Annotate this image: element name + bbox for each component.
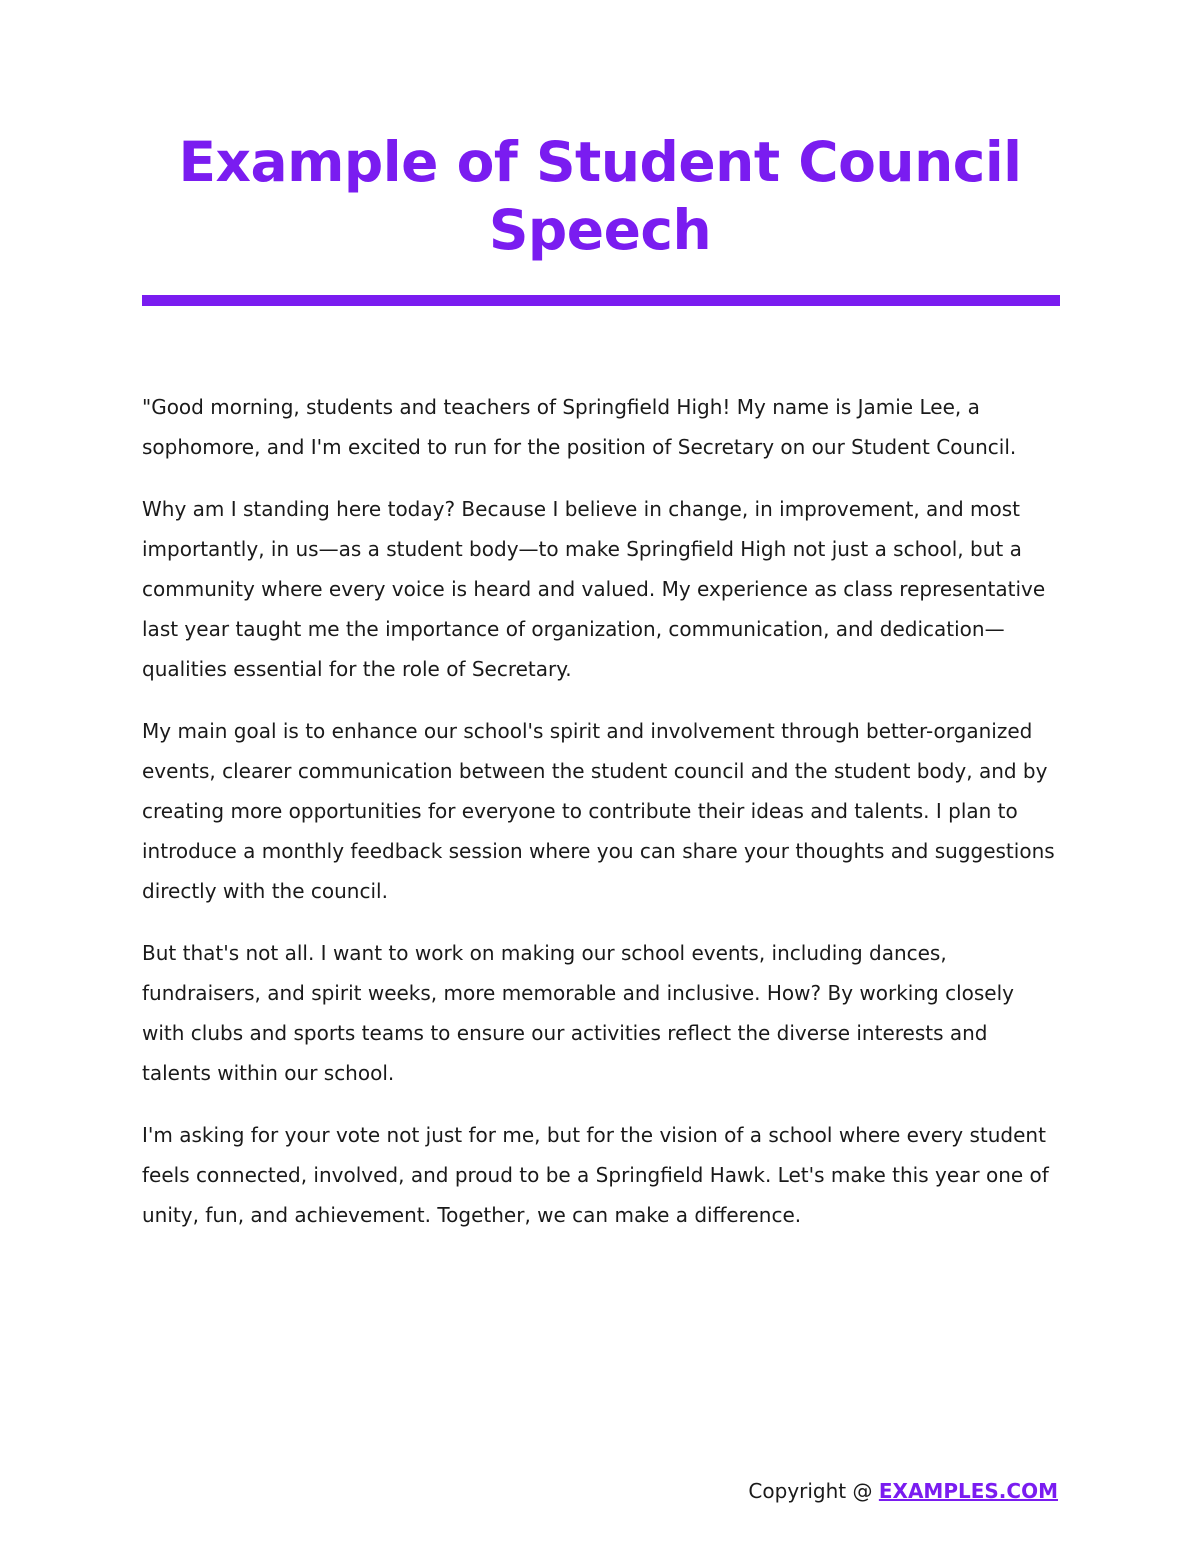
speech-paragraph-4: But that's not all. I want to work on making our school events, including dances, fundraisers, and spirit weeks, more memorable and inclusive. How? By working closely with clubs and sports teams to ensure our activities reflect the diverse interests and talents within our school. [142,941,1014,1085]
speech-body [142,387,1060,1257]
speech-paragraph-1: "Good morning, students and teachers of Springfield High! My name is Jamie Lee, a sophomore, and I'm excited to run for the position of Secretary on our Student Council. [142,395,1017,459]
copyright-label: Copyright @ [748,1479,879,1503]
copyright-footer [748,1476,1058,1506]
page-title [100,128,1100,264]
page-title-line-1: Example of Student Council [178,130,1022,194]
speech-paragraph-3: My main goal is to enhance our school's spirit and involvement through better-organized events, clearer communication between the student council and the student body, and by creating more opportunities for everyone to contribute their ideas and talents. I plan to introduce a monthly feedback session where you can share your thoughts and suggestions directly with the council. [142,719,1055,903]
speech-paragraph-2: Why am I standing here today? Because I believe in change, in improvement, and most importantly, in us—as a student body—to make Springfield High not just a school, but a community where every voice is heard and valued. My experience as class representative last year taught me the importance of organization, communication, and dedication—qualities essential for the role of Secretary. [142,497,1046,681]
examples-com-link[interactable]: EXAMPLES.COM [878,1479,1058,1503]
page-title-line-2: Speech [488,198,712,262]
speech-paragraph-5: I'm asking for your vote not just for me, but for the vision of a school where every student feels connected, involved, and proud to be a Springfield Hawk. Let's make this year one of unity, fun, and achievement. Together, we can make a difference. [142,1123,1049,1227]
title-divider [142,295,1060,306]
